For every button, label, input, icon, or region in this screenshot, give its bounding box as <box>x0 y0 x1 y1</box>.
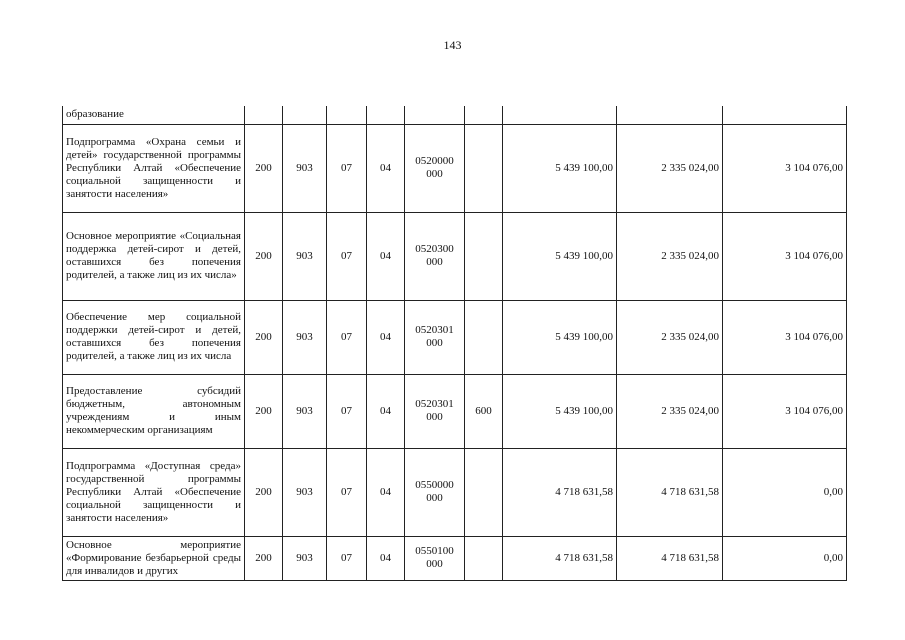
amount-republic-cell: 2 335 024,00 <box>617 374 723 448</box>
amount-total-cell: 5 439 100,00 <box>503 212 617 300</box>
amount-total-cell: 5 439 100,00 <box>503 300 617 374</box>
row-name-cell: образование <box>63 106 245 124</box>
subsection-code-cell <box>367 106 405 124</box>
page-number: 143 <box>443 38 462 52</box>
target-article-cell: 0520301 000 <box>405 300 465 374</box>
section-code-cell: 07 <box>327 300 367 374</box>
subsection-code-cell: 04 <box>367 300 405 374</box>
target-article-cell: 0550000 000 <box>405 448 465 536</box>
subsection-code-cell: 04 <box>367 212 405 300</box>
section-code-cell: 07 <box>327 374 367 448</box>
amount-federal-cell: 3 104 076,00 <box>723 300 847 374</box>
row-name-cell: Предоставление субсидий бюджетным, автономным учреждениям и иным некоммерческим организациям <box>63 374 245 448</box>
ved-code-cell: 200 <box>245 448 283 536</box>
section-code-cell <box>327 106 367 124</box>
amount-federal-cell: 3 104 076,00 <box>723 374 847 448</box>
row-name-cell: Основное мероприятие «Социальная поддержка детей-сирот и детей, оставшихся без попечения родителей, а также лиц из их числа» <box>63 212 245 300</box>
admin-code-cell: 903 <box>283 374 327 448</box>
ved-code-cell <box>245 106 283 124</box>
target-article-cell: 0520301 000 <box>405 374 465 448</box>
ved-code-cell: 200 <box>245 374 283 448</box>
admin-code-cell: 903 <box>283 212 327 300</box>
amount-federal-cell: 3 104 076,00 <box>723 124 847 212</box>
expense-type-cell <box>465 536 503 580</box>
amount-total-cell: 4 718 631,58 <box>503 536 617 580</box>
target-article-cell <box>405 106 465 124</box>
row-name-cell: Подпрограмма «Доступная среда» государственной программы Республики Алтай «Обеспечение социальной защищенности и занятости населения» <box>63 448 245 536</box>
section-code-cell: 07 <box>327 448 367 536</box>
subsection-code-cell: 04 <box>367 374 405 448</box>
section-code-cell: 07 <box>327 212 367 300</box>
amount-republic-cell: 4 718 631,58 <box>617 536 723 580</box>
subsection-code-cell: 04 <box>367 448 405 536</box>
amount-republic-cell: 4 718 631,58 <box>617 448 723 536</box>
amount-republic-cell <box>617 106 723 124</box>
table-row <box>63 124 847 212</box>
expense-type-cell: 600 <box>465 374 503 448</box>
subsection-code-cell: 04 <box>367 124 405 212</box>
budget-table <box>62 106 847 581</box>
amount-total-cell <box>503 106 617 124</box>
table-row <box>63 448 847 536</box>
row-name-cell: Основное мероприятие «Формирование безбарьерной среды для инвалидов и других <box>63 536 245 580</box>
ved-code-cell: 200 <box>245 124 283 212</box>
ved-code-cell: 200 <box>245 536 283 580</box>
row-name-cell: Подпрограмма «Охрана семьи и детей» государственной программы Республики Алтай «Обеспечение социальной защищенности и занятости населения» <box>63 124 245 212</box>
table-row <box>63 374 847 448</box>
expense-type-cell <box>465 106 503 124</box>
admin-code-cell: 903 <box>283 448 327 536</box>
amount-federal-cell: 0,00 <box>723 448 847 536</box>
admin-code-cell <box>283 106 327 124</box>
expense-type-cell <box>465 300 503 374</box>
table-row <box>63 300 847 374</box>
section-code-cell: 07 <box>327 124 367 212</box>
table-row <box>63 212 847 300</box>
amount-total-cell: 4 718 631,58 <box>503 448 617 536</box>
row-name-cell: Обеспечение мер социальной поддержки детей-сирот и детей, оставшихся без попечения родителей, а также лиц из их числа <box>63 300 245 374</box>
ved-code-cell: 200 <box>245 212 283 300</box>
target-article-cell: 0520300 000 <box>405 212 465 300</box>
subsection-code-cell: 04 <box>367 536 405 580</box>
expense-type-cell <box>465 448 503 536</box>
admin-code-cell: 903 <box>283 124 327 212</box>
target-article-cell: 0520000 000 <box>405 124 465 212</box>
amount-federal-cell: 0,00 <box>723 536 847 580</box>
ved-code-cell: 200 <box>245 300 283 374</box>
amount-total-cell: 5 439 100,00 <box>503 124 617 212</box>
table-row <box>63 106 847 124</box>
amount-total-cell: 5 439 100,00 <box>503 374 617 448</box>
amount-republic-cell: 2 335 024,00 <box>617 212 723 300</box>
section-code-cell: 07 <box>327 536 367 580</box>
expense-type-cell <box>465 212 503 300</box>
expense-type-cell <box>465 124 503 212</box>
admin-code-cell: 903 <box>283 536 327 580</box>
amount-republic-cell: 2 335 024,00 <box>617 124 723 212</box>
table-row <box>63 536 847 580</box>
target-article-cell: 0550100 000 <box>405 536 465 580</box>
admin-code-cell: 903 <box>283 300 327 374</box>
amount-federal-cell <box>723 106 847 124</box>
amount-federal-cell: 3 104 076,00 <box>723 212 847 300</box>
amount-republic-cell: 2 335 024,00 <box>617 300 723 374</box>
